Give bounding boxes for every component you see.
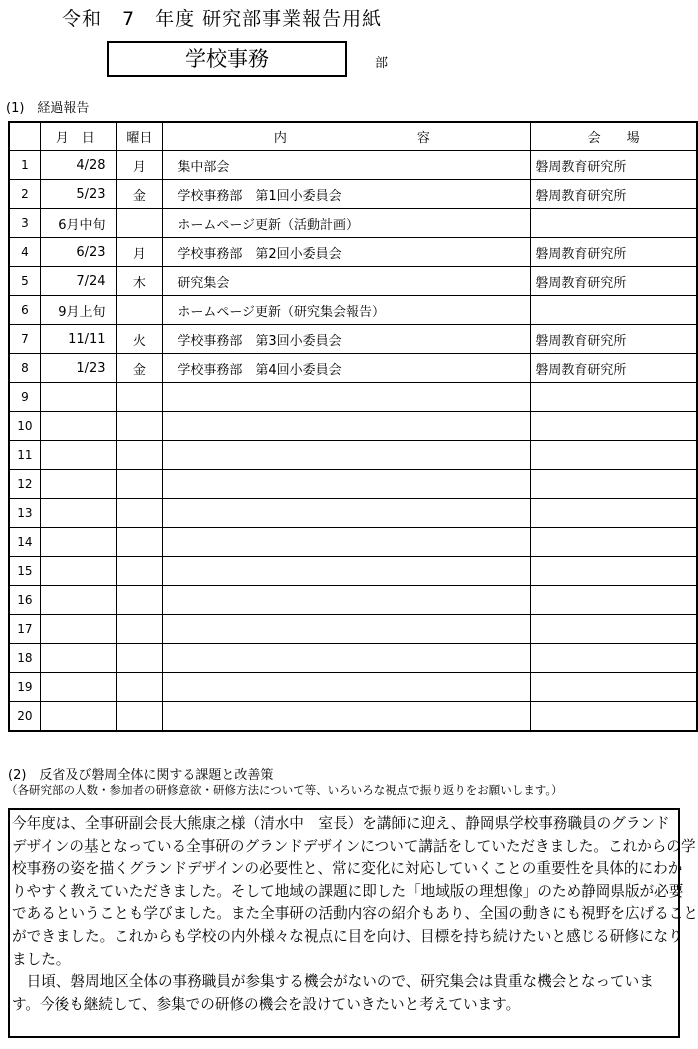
cell-row-number: 15 xyxy=(9,557,40,586)
cell-date[interactable]: 9月上旬 xyxy=(40,296,116,325)
table-row xyxy=(9,267,697,296)
table-row xyxy=(9,615,697,644)
cell-row-number: 9 xyxy=(9,383,40,412)
cell-date[interactable] xyxy=(40,499,116,528)
cell-weekday[interactable] xyxy=(116,644,163,673)
table-row xyxy=(9,296,697,325)
cell-venue[interactable] xyxy=(531,586,697,615)
page-title: 令和 7 年度 研究部事業報告用紙 xyxy=(62,8,383,30)
cell-weekday[interactable] xyxy=(116,296,163,325)
cell-content[interactable] xyxy=(163,499,531,528)
report-line: 日頃、磐周地区全体の事務職員が参集する機会がないので、研究集会は貴重な機会となっていま xyxy=(12,973,654,991)
cell-date[interactable]: 11/11 xyxy=(40,325,116,354)
cell-content[interactable]: 学校事務部 第2回小委員会 xyxy=(163,238,531,267)
cell-venue[interactable] xyxy=(531,499,697,528)
cell-row-number: 16 xyxy=(9,586,40,615)
cell-content[interactable] xyxy=(163,412,531,441)
cell-content[interactable]: 集中部会 xyxy=(163,151,531,180)
table-row xyxy=(9,673,697,702)
report-line: ができました。これからも学校の内外様々な視点に目を向け、目標を持ち続けたいと感じる研修になり xyxy=(12,927,683,945)
table-row xyxy=(9,586,697,615)
cell-date[interactable]: 1/23 xyxy=(40,354,116,383)
table-row xyxy=(9,209,697,238)
column-header-weekday: 曜日 xyxy=(116,122,163,151)
cell-row-number: 6 xyxy=(9,296,40,325)
cell-date[interactable] xyxy=(40,412,116,441)
cell-row-number: 14 xyxy=(9,528,40,557)
cell-venue[interactable] xyxy=(531,383,697,412)
cell-date[interactable]: 6月中旬 xyxy=(40,209,116,238)
cell-content[interactable] xyxy=(163,441,531,470)
cell-venue[interactable] xyxy=(531,644,697,673)
table-row xyxy=(9,354,697,383)
cell-date[interactable]: 7/24 xyxy=(40,267,116,296)
cell-weekday[interactable]: 木 xyxy=(116,267,163,296)
table-row xyxy=(9,383,697,412)
column-header-row-number xyxy=(9,122,40,151)
cell-venue[interactable] xyxy=(531,412,697,441)
cell-venue[interactable]: 磐周教育研究所 xyxy=(531,238,697,267)
table-row xyxy=(9,528,697,557)
cell-content[interactable] xyxy=(163,470,531,499)
cell-weekday[interactable]: 月 xyxy=(116,151,163,180)
cell-row-number: 17 xyxy=(9,615,40,644)
report-line: 今年度は、全事研副会長大熊康之様（清水中 室長）を講師に迎え、静岡県学校事務職員のグランド xyxy=(12,815,670,832)
cell-weekday[interactable] xyxy=(116,702,163,732)
report-line: 校事務の姿を描くグランドデザインの必要性と、常に変化に対応していくことの重要性を具体的にわか xyxy=(12,860,683,878)
cell-content[interactable] xyxy=(163,383,531,412)
cell-content[interactable]: 学校事務部 第1回小委員会 xyxy=(163,180,531,209)
cell-weekday[interactable] xyxy=(116,673,163,702)
cell-weekday[interactable] xyxy=(116,499,163,528)
table-header-row xyxy=(9,122,697,151)
cell-content[interactable]: ホームページ更新（研究集会報告） xyxy=(163,296,531,325)
cell-date[interactable] xyxy=(40,383,116,412)
cell-venue[interactable] xyxy=(531,209,697,238)
report-line: す。今後も継続して、参集での研修の機会を設けていきたいと考えています。 xyxy=(12,995,521,1013)
cell-row-number: 4 xyxy=(9,238,40,267)
cell-content[interactable] xyxy=(163,586,531,615)
cell-venue[interactable] xyxy=(531,702,697,732)
cell-venue[interactable] xyxy=(531,470,697,499)
cell-date[interactable] xyxy=(40,673,116,702)
cell-date[interactable] xyxy=(40,528,116,557)
cell-row-number: 10 xyxy=(9,412,40,441)
cell-venue[interactable]: 磐周教育研究所 xyxy=(531,180,697,209)
table-row xyxy=(9,441,697,470)
cell-date[interactable] xyxy=(40,586,116,615)
cell-content[interactable] xyxy=(163,673,531,702)
cell-content[interactable] xyxy=(163,644,531,673)
cell-row-number: 20 xyxy=(9,702,40,732)
cell-venue[interactable]: 磐周教育研究所 xyxy=(531,151,697,180)
table-row xyxy=(9,499,697,528)
cell-venue[interactable] xyxy=(531,441,697,470)
reflection-text-box[interactable] xyxy=(8,808,698,1038)
table-row xyxy=(9,325,697,354)
cell-row-number: 3 xyxy=(9,209,40,238)
section2-heading: (2) 反省及び磐周全体に関する課題と改善策 xyxy=(8,768,274,783)
cell-weekday[interactable]: 月 xyxy=(116,238,163,267)
cell-content[interactable]: 学校事務部 第3回小委員会 xyxy=(163,325,531,354)
report-line: デザインの基となっている全事研のグランドデザインについて講話をしていただきました。これからの学 xyxy=(12,837,696,855)
cell-row-number: 8 xyxy=(9,354,40,383)
cell-weekday[interactable] xyxy=(116,441,163,470)
department-suffix: 部 xyxy=(375,56,389,71)
cell-weekday[interactable] xyxy=(116,383,163,412)
cell-venue[interactable]: 磐周教育研究所 xyxy=(531,354,697,383)
cell-date[interactable] xyxy=(40,615,116,644)
cell-weekday[interactable] xyxy=(116,209,163,238)
cell-row-number: 1 xyxy=(9,151,40,180)
cell-row-number: 19 xyxy=(9,673,40,702)
cell-row-number: 11 xyxy=(9,441,40,470)
cell-weekday[interactable] xyxy=(116,615,163,644)
table-row xyxy=(9,412,697,441)
cell-content[interactable]: 学校事務部 第4回小委員会 xyxy=(163,354,531,383)
cell-weekday[interactable] xyxy=(116,557,163,586)
cell-row-number: 2 xyxy=(9,180,40,209)
cell-weekday[interactable] xyxy=(116,586,163,615)
cell-row-number: 7 xyxy=(9,325,40,354)
cell-weekday[interactable]: 金 xyxy=(116,354,163,383)
cell-venue[interactable] xyxy=(531,557,697,586)
table-row xyxy=(9,557,697,586)
cell-date[interactable] xyxy=(40,702,116,732)
report-line: ました。 xyxy=(12,950,71,968)
cell-venue[interactable] xyxy=(531,296,697,325)
column-header-date: 月 日 xyxy=(40,122,116,151)
cell-content[interactable] xyxy=(163,528,531,557)
cell-row-number: 5 xyxy=(9,267,40,296)
cell-date[interactable] xyxy=(40,644,116,673)
department-name-box[interactable]: 学校事務 xyxy=(107,41,347,77)
cell-weekday[interactable]: 金 xyxy=(116,180,163,209)
cell-weekday[interactable] xyxy=(116,412,163,441)
cell-date[interactable]: 6/23 xyxy=(40,238,116,267)
cell-venue[interactable] xyxy=(531,615,697,644)
cell-venue[interactable]: 磐周教育研究所 xyxy=(531,325,697,354)
table-row xyxy=(9,470,697,499)
column-header-venue: 会 場 xyxy=(531,122,697,151)
cell-row-number: 12 xyxy=(9,470,40,499)
table-row xyxy=(9,180,697,209)
cell-date[interactable] xyxy=(40,441,116,470)
column-header-content: 内 容 xyxy=(163,122,531,151)
table-row xyxy=(9,644,697,673)
cell-date[interactable] xyxy=(40,557,116,586)
table-row xyxy=(9,151,697,180)
table-row xyxy=(9,238,697,267)
progress-report-table xyxy=(8,121,698,732)
cell-content[interactable]: ホームページ更新（活動計画） xyxy=(163,209,531,238)
cell-row-number: 18 xyxy=(9,644,40,673)
cell-date[interactable]: 4/28 xyxy=(40,151,116,180)
section1-heading: (1) 経過報告 xyxy=(6,101,90,116)
cell-venue[interactable]: 磐周教育研究所 xyxy=(531,267,697,296)
cell-content[interactable] xyxy=(163,702,531,732)
report-line: りやすく教えていただきました。そして地域の課題に即した「地域版の理想像」のため静岡県版が必要 xyxy=(12,882,684,900)
report-line: であるということも学びました。また全事研の活動内容の紹介もあり、全国の動きにも視野を広げること xyxy=(12,905,698,923)
cell-venue[interactable] xyxy=(531,673,697,702)
cell-date[interactable] xyxy=(40,470,116,499)
cell-content[interactable]: 研究集会 xyxy=(163,267,531,296)
cell-content[interactable] xyxy=(163,615,531,644)
cell-weekday[interactable] xyxy=(116,528,163,557)
cell-content[interactable] xyxy=(163,557,531,586)
cell-weekday[interactable]: 火 xyxy=(116,325,163,354)
cell-row-number: 13 xyxy=(9,499,40,528)
cell-venue[interactable] xyxy=(531,528,697,557)
table-row xyxy=(9,702,697,732)
cell-weekday[interactable] xyxy=(116,470,163,499)
cell-date[interactable]: 5/23 xyxy=(40,180,116,209)
section2-note: （各研究部の人数・参加者の研修意欲・研修方法について等、いろいろな視点で振り返りをお願いします。） xyxy=(6,783,563,797)
